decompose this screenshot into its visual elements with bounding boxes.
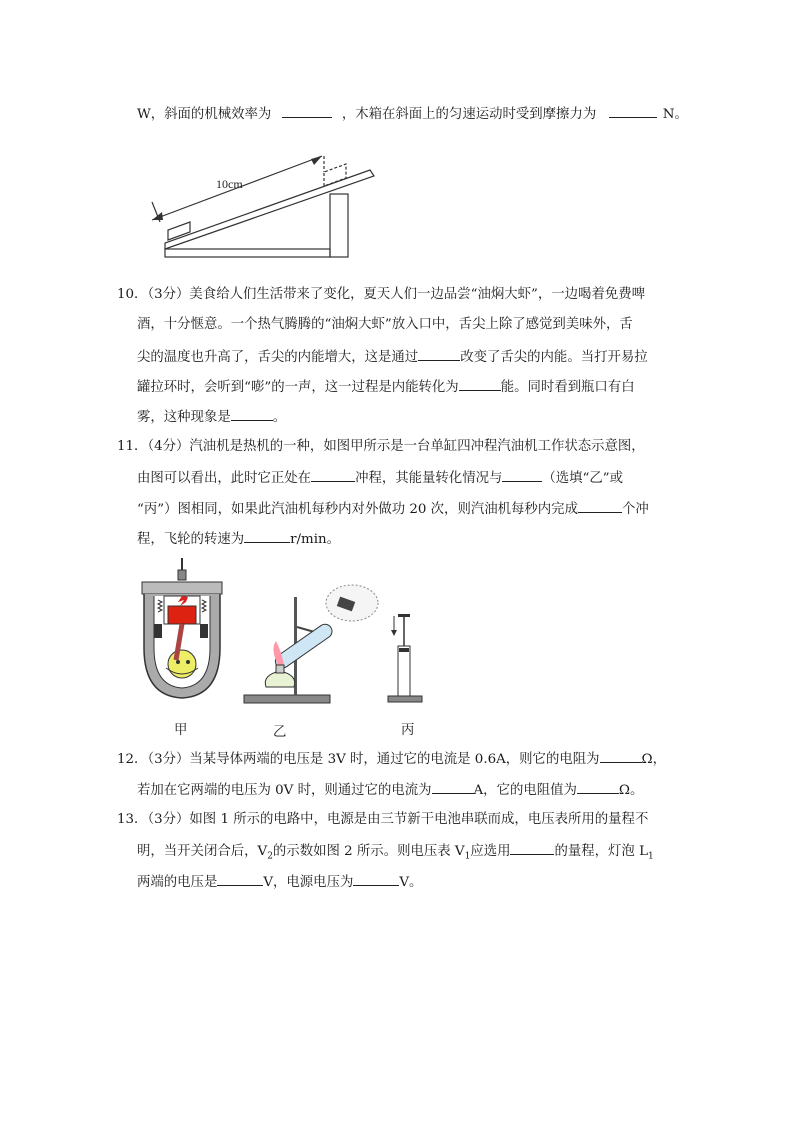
- text: 11．（4分）汽油机是热机的一种，如图甲所示是一台单缸四冲程汽油机工作状态示意图，: [117, 439, 645, 454]
- answer-blank[interactable]: [311, 468, 355, 482]
- caption-jia: 甲: [174, 723, 188, 738]
- text: 12．（3分）当某导体两端的电压是 3V 时，通过它的电流是 0.6A，则它的电阻为: [117, 752, 600, 767]
- test-tube-figure-yi: [240, 583, 380, 713]
- answer-blank[interactable]: [459, 377, 501, 391]
- base-board: [165, 249, 330, 257]
- answer-blank[interactable]: [244, 529, 290, 543]
- q10-line-5: [137, 407, 286, 427]
- q11-line-1: [117, 438, 645, 456]
- answer-blank[interactable]: [502, 468, 542, 482]
- answer-blank[interactable]: [217, 872, 263, 886]
- q12-line-1: [117, 749, 666, 769]
- q11-line-3: [137, 499, 649, 519]
- q10-line-3: [137, 347, 648, 367]
- q9-tail-line: [137, 104, 688, 124]
- text: 的示数如图 2 所示。则电压表 V: [272, 844, 465, 859]
- text: 罐拉环时，会听到“嘭”的一声，这一过程是内能转化为: [137, 380, 459, 395]
- text: 个冲: [621, 502, 649, 517]
- subscript: 2: [267, 851, 273, 862]
- engine-figure-jia: [136, 556, 226, 704]
- text: 应选用: [470, 844, 511, 859]
- q11-line-4: [137, 529, 340, 549]
- inclined-plane-figure: [138, 138, 388, 268]
- subscript: 1: [464, 851, 471, 862]
- answer-blank[interactable]: [609, 104, 657, 118]
- text: 程，飞轮的转速为: [137, 532, 245, 547]
- text: 改变了舌尖的内能。当打开易拉: [460, 350, 648, 365]
- text: W，斜面的机械效率为: [137, 107, 272, 122]
- q10-line-4: [137, 377, 635, 397]
- answer-blank[interactable]: [282, 104, 332, 118]
- box-bottom: [168, 222, 190, 240]
- answer-blank[interactable]: [510, 841, 554, 855]
- subscript: 1: [647, 851, 654, 862]
- text: Ω。: [618, 783, 644, 798]
- text: 雾，这种现象是: [137, 410, 231, 425]
- text: 13．（3分）如图 1 所示的电路中，电源是由三节新干电池串联而成，电压表所用的量程不: [117, 812, 649, 827]
- caption-bing: 丙: [401, 723, 415, 738]
- text: 。: [272, 410, 287, 425]
- text: （选填“乙”或: [542, 471, 624, 486]
- answer-blank[interactable]: [432, 780, 474, 794]
- q11-line-2: [137, 468, 623, 488]
- text: “丙”）图相同，如果此汽油机每秒内对外做功 20 次，则汽油机每秒内完成: [137, 502, 578, 517]
- text: N。: [662, 107, 688, 122]
- q13-line-1: [117, 811, 648, 829]
- q13-line-3: [137, 872, 422, 892]
- text: 两端的电压是: [137, 875, 218, 890]
- text: 若加在它两端的电压为 0V 时，则通过它的电流为: [137, 783, 432, 798]
- text: 10．（3分）美食给人们生活带来了变化，夏天人们一边品尝“油焖大虾”，一边喝着免费啤: [117, 287, 646, 302]
- text: V。: [399, 875, 423, 890]
- q12-line-2: [137, 780, 643, 800]
- text: Ω，: [641, 752, 667, 767]
- distance-label: 10cm: [216, 177, 243, 191]
- answer-blank[interactable]: [577, 780, 619, 794]
- text: 冲程，其能量转化情况与: [355, 471, 503, 486]
- q10-line-2: [137, 316, 633, 334]
- text: ，木箱在斜面上的匀速运动时受到摩擦力为: [341, 107, 597, 122]
- text: r/min。: [290, 532, 341, 547]
- text: 由图可以看出，此时它正处在: [137, 471, 312, 486]
- support-post: [330, 194, 348, 257]
- answer-blank[interactable]: [231, 407, 273, 421]
- q10-line-1: [117, 286, 645, 304]
- text: 明，当开关闭合后，V: [137, 844, 268, 859]
- answer-blank[interactable]: [353, 872, 399, 886]
- syringe-figure-bing: [386, 612, 426, 712]
- caption-yi: 乙: [273, 725, 287, 740]
- text: V，电源电压为: [263, 875, 354, 890]
- text: 能。同时看到瓶口有白: [500, 380, 635, 395]
- text: 的量程，灯泡 L: [554, 844, 648, 859]
- answer-blank[interactable]: [600, 749, 642, 763]
- q13-line-2: [137, 841, 654, 866]
- answer-blank[interactable]: [418, 347, 460, 361]
- text: 酒，十分惬意。一个热气腾腾的“油焖大虾”放入口中，舌尖上除了感觉到美味外，舌: [137, 317, 633, 332]
- answer-blank[interactable]: [578, 499, 622, 513]
- text: A，它的电阻值为: [473, 783, 577, 798]
- inclined-board: [165, 170, 374, 249]
- text: 尖的温度也升高了，舌尖的内能增大，这是通过: [137, 350, 419, 365]
